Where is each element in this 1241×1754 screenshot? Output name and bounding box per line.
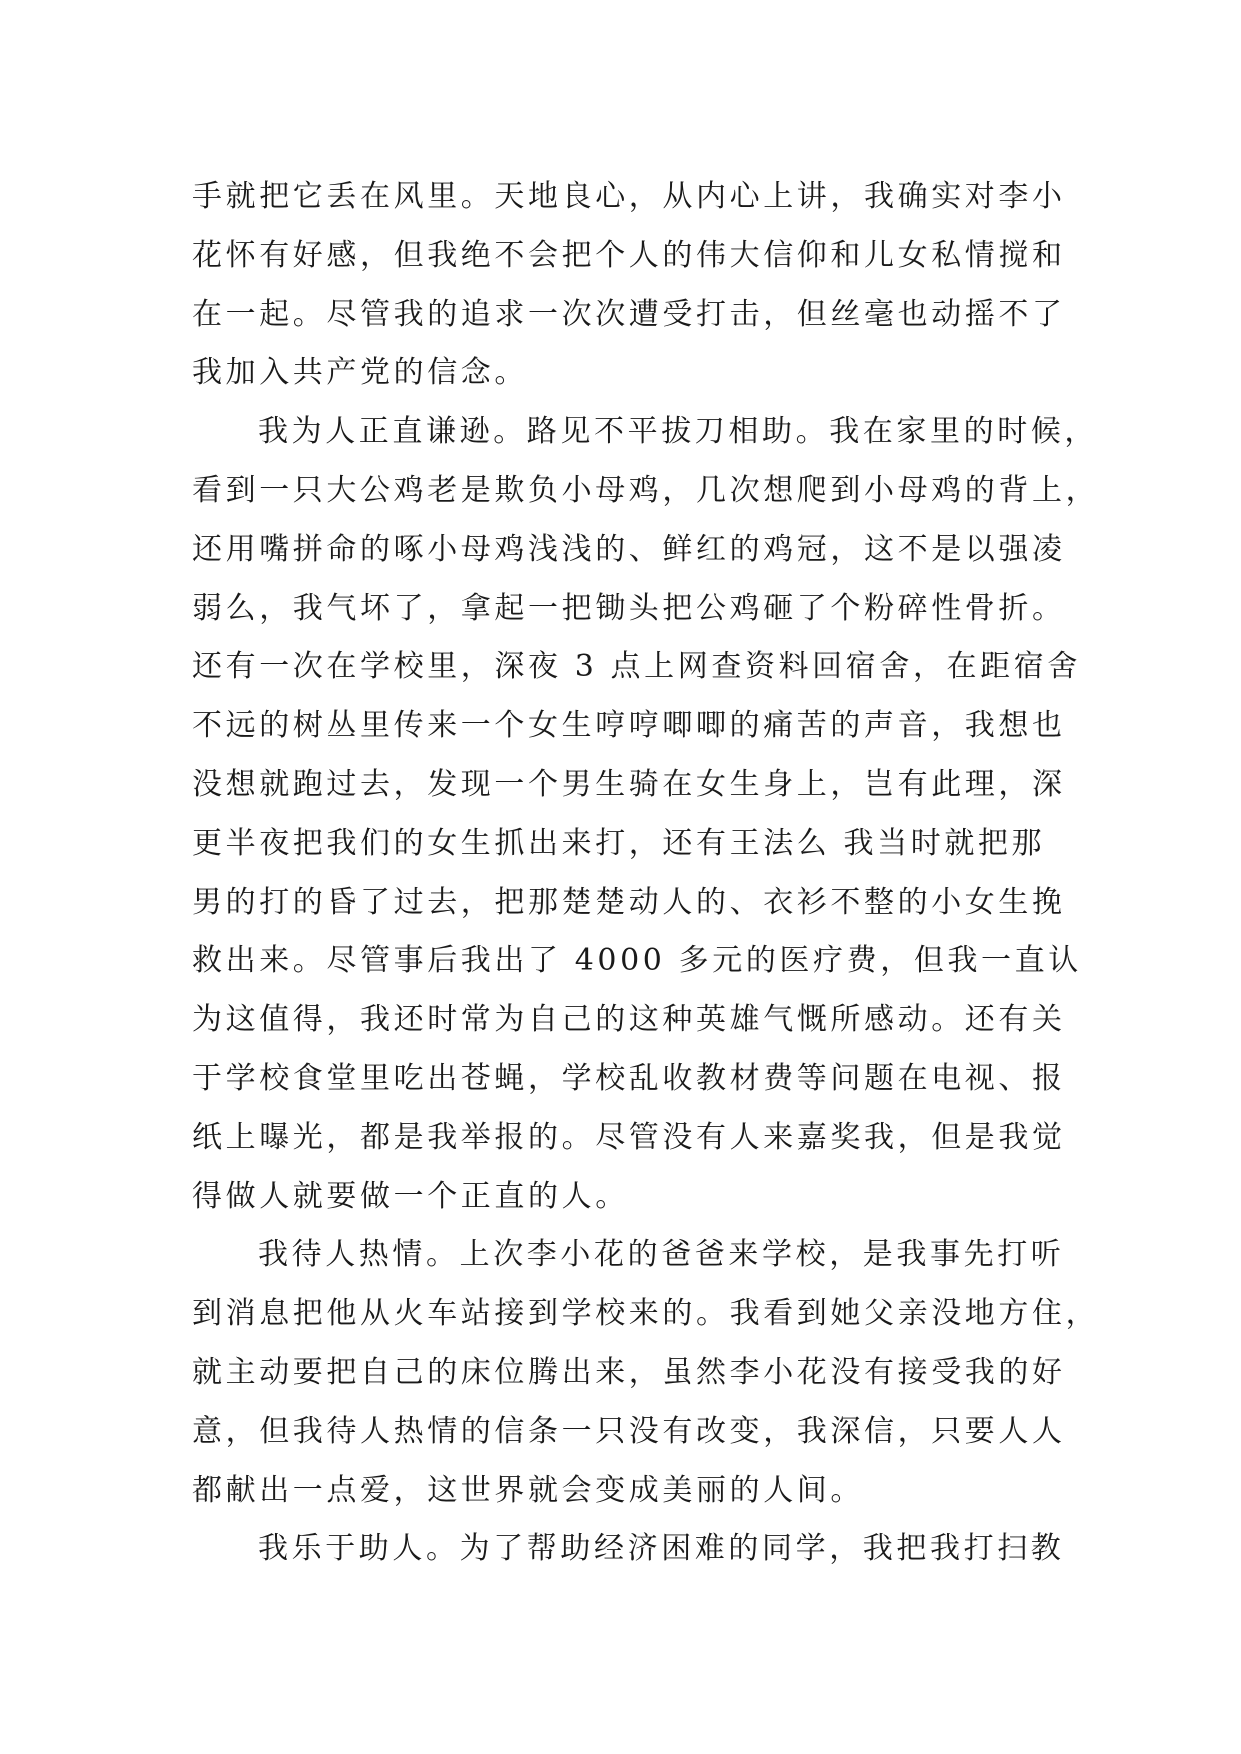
- paragraph-first-line: 我乐于助人。为了帮助经济困难的同学，我把我打扫教: [258, 1531, 1065, 1567]
- text-line: 意，但我待人热情的信条一只没有改变，我深信，只要人人: [192, 1413, 1066, 1449]
- text-line: 不远的树丛里传来一个女生哼哼唧唧的痛苦的声音，我想也: [192, 708, 1066, 744]
- text-line: 得做人就要做一个正直的人。: [192, 1178, 629, 1214]
- text-line: 没想就跑过去，发现一个男生骑在女生身上，岂有此理，深: [192, 766, 1066, 802]
- text-line: 看到一只大公鸡老是欺负小母鸡，几次想爬到小母鸡的背上，: [192, 472, 1100, 508]
- text-line: 于学校食堂里吃出苍蝇，学校乱收教材费等问题在电视、报: [192, 1060, 1066, 1096]
- text-line: 纸上曝光，都是我举报的。尽管没有人来嘉奖我，但是我觉: [192, 1119, 1066, 1155]
- text-line: 手就把它丢在风里。天地良心，从内心上讲，我确实对李小: [192, 179, 1066, 214]
- body-text: [192, 168, 1100, 1579]
- text-line: 到消息把他从火车站接到学校来的。我看到她父亲没地方住，: [192, 1296, 1100, 1332]
- text-line: 更半夜把我们的女生抓出来打，还有王法么 我当时就把那: [192, 825, 1046, 861]
- paragraph-first-line: 我待人热情。上次李小花的爸爸来学校，是我事先打听: [258, 1237, 1065, 1273]
- text-line: 弱么，我气坏了，拿起一把锄头把公鸡砸了个粉碎性骨折。: [192, 590, 1066, 626]
- text-line: 在一起。尽管我的追求一次次遭受打击，但丝毫也动摇不了: [192, 296, 1066, 332]
- text-line: 还有一次在学校里，深夜 3 点上网查资料回宿舍，在距宿舍: [192, 649, 1081, 685]
- text-line: 还用嘴拼命的啄小母鸡浅浅的、鲜红的鸡冠，这不是以强凌: [192, 531, 1066, 567]
- text-line: 为这值得，我还时常为自己的这种英雄气慨所感动。还有关: [192, 1002, 1066, 1038]
- text-line: 花怀有好感，但我绝不会把个人的伟大信仰和儿女私情搅和: [192, 237, 1066, 273]
- text-line: 男的打的昏了过去，把那楚楚动人的、衣衫不整的小女生挽: [192, 884, 1066, 920]
- text-line: 就主动要把自己的床位腾出来，虽然李小花没有接受我的好: [192, 1354, 1066, 1390]
- text-line: 救出来。尽管事后我出了 4000 多元的医疗费，但我一直认: [192, 943, 1082, 979]
- paragraph-first-line: 我为人正直谦逊。路见不平拔刀相助。我在家里的时候，: [258, 414, 1098, 450]
- text-line: 我加入共产党的信念。: [192, 355, 528, 391]
- text-line: 都献出一点爱，这世界就会变成美丽的人间。: [192, 1472, 864, 1508]
